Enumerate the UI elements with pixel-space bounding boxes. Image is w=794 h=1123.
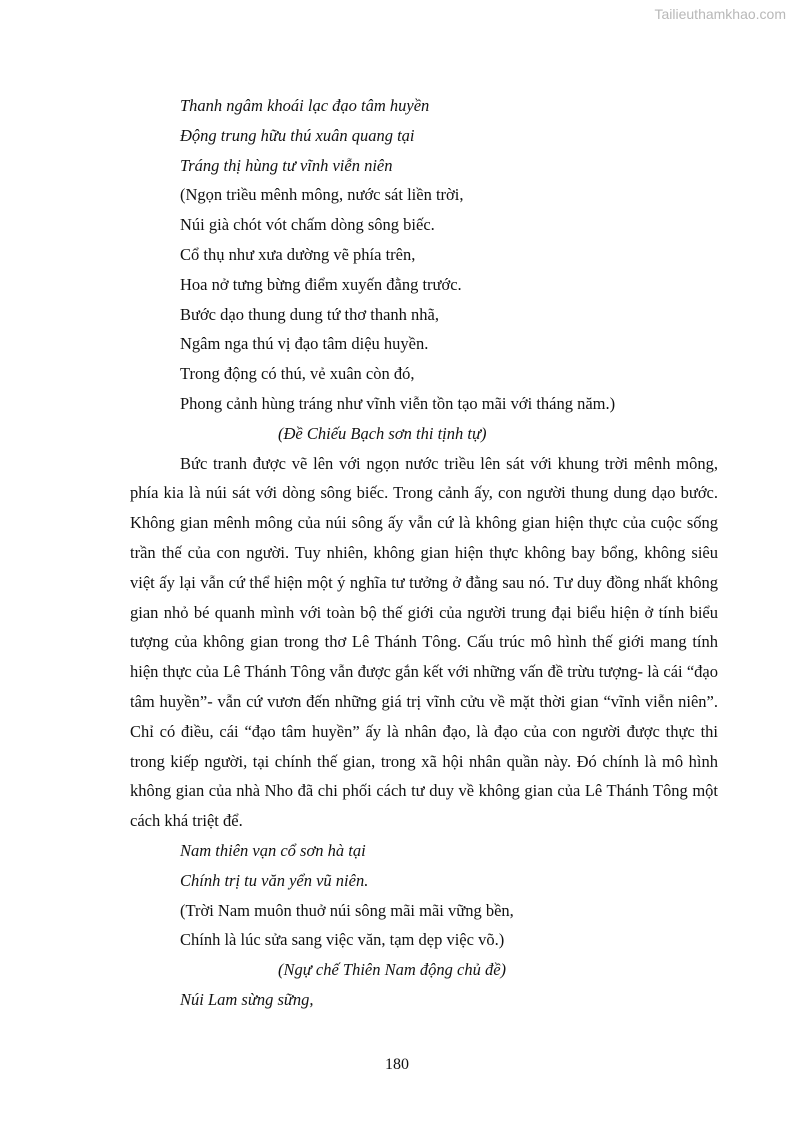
- translation-line: Cổ thụ như xưa dường vẽ phía trên,: [180, 244, 416, 264]
- translation-line: Phong cảnh hùng tráng như vĩnh viễn tồn tạo mãi với tháng năm.): [180, 393, 616, 413]
- poem-source-caption: (Ngự chế Thiên Nam động chủ đề): [278, 960, 507, 980]
- poem-line: Động trung hữu thú xuân quang tại: [180, 125, 415, 145]
- poem-line: Chính trị tu văn yển vũ niên.: [180, 870, 369, 890]
- translation-line: (Ngọn triều mênh mông, nước sát liền trời,: [180, 185, 464, 205]
- poem-line: Núi Lam sừng sững,: [180, 989, 314, 1009]
- page-number: 180: [385, 1056, 409, 1073]
- translation-line: Núi già chót vót chấm dòng sông biếc.: [180, 215, 435, 235]
- poem-line: Nam thiên vạn cổ sơn hà tại: [180, 840, 366, 860]
- translation-line: Hoa nở tưng bừng điểm xuyến đằng trước.: [180, 274, 462, 294]
- translation-line: Ngâm nga thú vị đạo tâm diệu huyền.: [180, 334, 429, 354]
- poem-source-caption: (Đề Chiếu Bạch sơn thi tịnh tự): [278, 423, 487, 443]
- watermark-text: Tailieuthamkhao.com: [654, 6, 786, 22]
- translation-line: Trong động có thú, vẻ xuân còn đó,: [180, 364, 415, 384]
- translation-line: Bước dạo thung dung tứ thơ thanh nhã,: [180, 304, 439, 324]
- body-paragraph: Bức tranh được vẽ lên với ngọn nước triều lên sát với khung trời mênh mông, phía kia là núi sát với dòng sông biếc. Trong cảnh ấy, con người thung dung dạo bước. Không gian mênh mông của núi sông ấy vẫn cứ là không gian hiện thực của cuộc sống trần thế của con người. Tuy nhiên, không gian hiện thực không bay bổng, không siêu việt ấy lại vẫn cứ thể hiện một ý nghĩa tư tưởng ở đằng sau nó. Tư duy đồng nhất không gian nhỏ bé quanh mình với toàn bộ thế giới của người trung đại biểu hiện ở tính biểu tượng của không gian trong thơ Lê Thánh Tông. Cấu trúc mô hình thế giới mang tính hiện thực của Lê Thánh Tông vẫn được gắn kết với những vấn đề trừu tượng- là cái “đạo tâm huyền”- vẫn cứ vươn đến những giá trị vĩnh cửu về mặt thời gian “vĩnh viễn niên”. Chỉ có điều, cái “đạo tâm huyền” ấy là nhân đạo, là đạo của con người được thực thi trong kiếp người, tại chính thế gian, trong xã hội nhân quần này. Đó chính là mô hình không gian của nhà Nho đã chi phối cách tư duy về không gian của Lê Thánh Tông một cách khá triệt để.: [130, 453, 718, 831]
- poem-line: Tráng thị hùng tư vĩnh viễn niên: [180, 155, 393, 175]
- poem-line: Thanh ngâm khoái lạc đạo tâm huyền: [180, 96, 430, 115]
- page-body: [130, 91, 718, 1015]
- translation-line: (Trời Nam muôn thuở núi sông mãi mãi vững bền,: [180, 900, 514, 920]
- translation-line: Chính là lúc sửa sang việc văn, tạm dẹp việc võ.): [180, 930, 505, 950]
